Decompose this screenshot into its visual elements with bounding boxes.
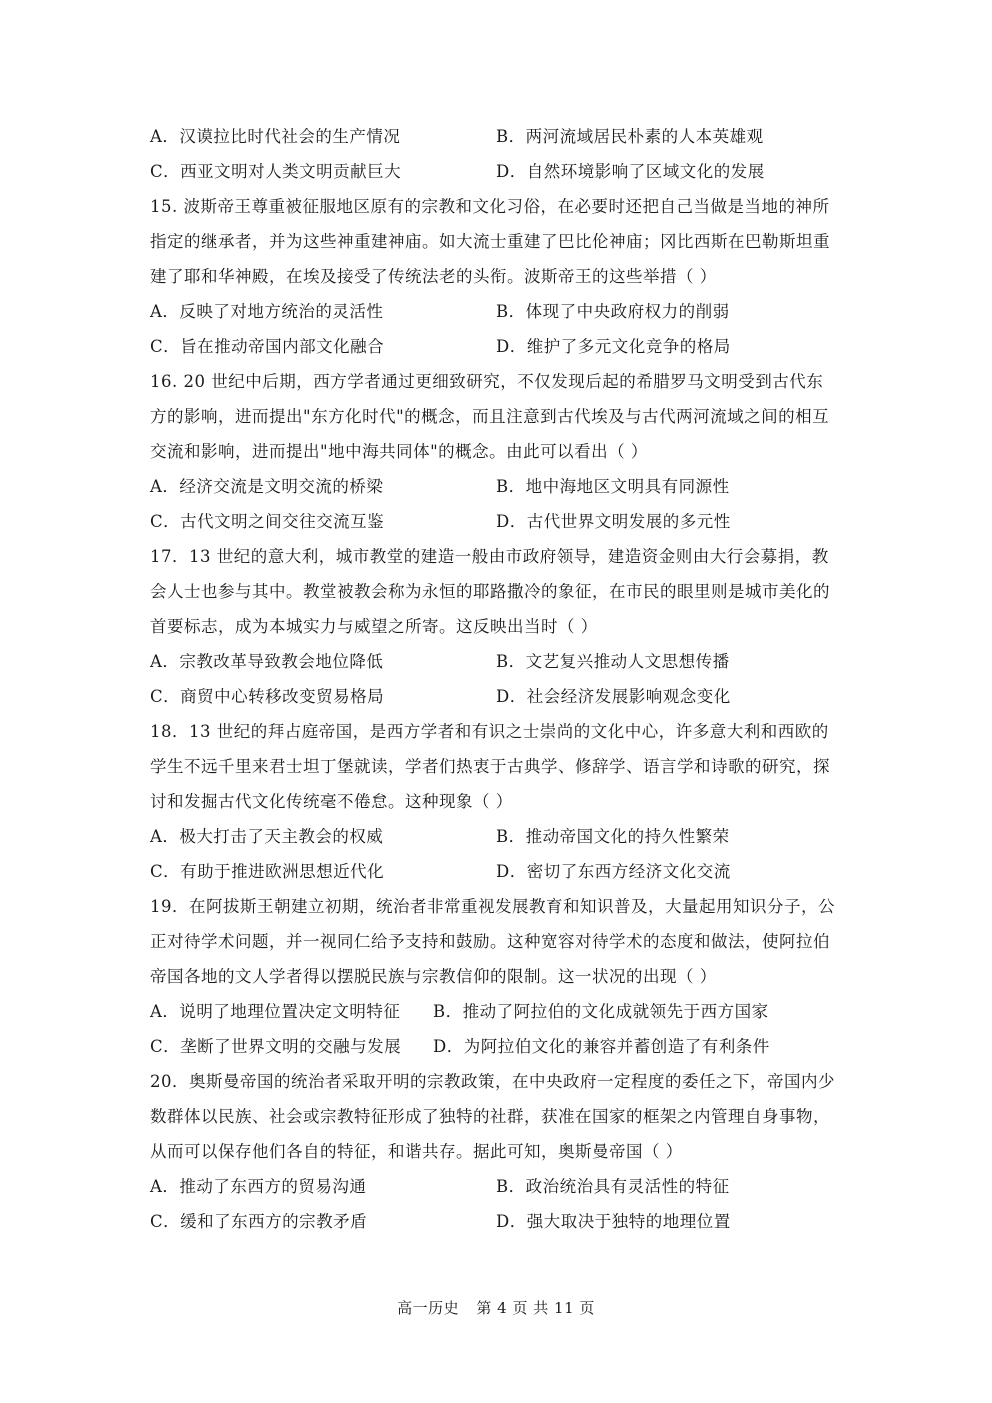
q18-stem-line-3: 讨和发掘古代文化传统毫不倦怠。这种现象（ ） (150, 792, 513, 811)
q18-option-c: C．有助于推进欧洲思想近代化 (150, 862, 385, 881)
footer-subject: 高一历史 (397, 1299, 460, 1317)
q14-option-b: B．两河流域居民朴素的人本英雄观 (496, 127, 764, 146)
q15-stem-line-2: 指定的继承者，并为这些神重建神庙。如大流士重建了巴比伦神庙；冈比西斯在巴勒斯坦重 (150, 232, 830, 251)
q16-option-d: D．古代世界文明发展的多元性 (496, 512, 731, 531)
q20-stem-line-1: 20．奥斯曼帝国的统治者采取开明的宗教政策，在中央政府一定程度的委任之下，帝国内少 (150, 1072, 835, 1091)
q20-option-c: C．缓和了东西方的宗教矛盾 (150, 1212, 368, 1231)
q19-stem-line-2: 正对待学术问题，并一视同仁给予支持和鼓励。这种宽容对待学术的态度和做法，使阿拉伯 (150, 932, 830, 951)
q16-option-c: C．古代文明之间交往交流互鉴 (150, 512, 385, 531)
page-footer (0, 1298, 992, 1318)
q17-option-b: B．文艺复兴推动人文思想传播 (496, 652, 730, 671)
q20-option-d: D．强大取决于独特的地理位置 (496, 1212, 731, 1231)
q16-stem-line-2: 方的影响，进而提出"东方化时代"的概念，而且注意到古代埃及与古代两河流域之间的相互 (150, 407, 830, 426)
q15-stem-line-1: 15. 波斯帝王尊重被征服地区原有的宗教和文化习俗，在必要时还把自己当做是当地的神所 (150, 197, 830, 216)
q19-stem-line-3: 帝国各地的文人学者得以摆脱民族与宗教信仰的限制。这一状况的出现（ ） (150, 967, 717, 986)
q20-stem-line-2: 数群体以民族、社会或宗教特征形成了独特的社群，获准在国家的框架之内管理自身事物， (150, 1107, 830, 1126)
q18-stem-line-1: 18．13 世纪的拜占庭帝国，是西方学者和有识之士崇尚的文化中心，许多意大利和西欧的 (150, 722, 829, 741)
q16-option-a: A．经济交流是文明交流的桥梁 (150, 477, 384, 496)
q16-stem-line-1: 16. 20 世纪中后期，西方学者通过更细致研究，不仅发现后起的希腊罗马文明受到古代东 (150, 372, 824, 391)
q19-stem-line-1: 19．在阿拔斯王朝建立初期，统治者非常重视发展教育和知识普及，大量起用知识分子，公 (150, 897, 835, 916)
q19-option-b: B．推动了阿拉伯的文化成就领先于西方国家 (433, 1002, 769, 1021)
q17-option-c: C．商贸中心转移改变贸易格局 (150, 687, 385, 706)
q18-option-b: B．推动帝国文化的持久性繁荣 (496, 827, 730, 846)
q19-option-a: A．说明了地理位置决定文明特征 (150, 1002, 401, 1021)
q15-option-a: A．反映了对地方统治的灵活性 (150, 302, 384, 321)
q20-option-b: B．政治统治具有灵活性的特征 (496, 1177, 730, 1196)
q15-stem-line-3: 建了耶和华神殿，在埃及接受了传统法老的头衔。波斯帝王的这些举措（ ） (150, 267, 717, 286)
footer-page-info: 第 4 页 共 11 页 (476, 1299, 595, 1317)
q15-option-b: B．体现了中央政府权力的削弱 (496, 302, 730, 321)
q14-option-c: C．西亚文明对人类文明贡献巨大 (150, 162, 402, 181)
q18-stem-line-2: 学生不远千里来君士坦丁堡就读，学者们热衷于古典学、修辞学、语言学和诗歌的研究，探 (150, 757, 830, 776)
q17-stem-line-1: 17．13 世纪的意大利，城市教堂的建造一般由市政府领导，建造资金则由大行会募捐，教 (150, 547, 829, 566)
q14-option-a: A．汉谟拉比时代社会的生产情况 (150, 127, 401, 146)
q20-option-a: A．推动了东西方的贸易沟通 (150, 1177, 367, 1196)
q18-option-a: A．极大打击了天主教会的权威 (150, 827, 384, 846)
q17-option-d: D．社会经济发展影响观念变化 (496, 687, 731, 706)
q15-option-d: D．维护了多元文化竞争的格局 (496, 337, 731, 356)
q20-stem-line-3: 从而可以保存他们各自的特征，和谐共存。据此可知，奥斯曼帝国（ ） (150, 1142, 683, 1161)
q15-option-c: C．旨在推动帝国内部文化融合 (150, 337, 385, 356)
q17-stem-line-2: 会人士也参与其中。教堂被教会称为永恒的耶路撒冷的象征，在市民的眼里则是城市美化的 (150, 582, 830, 601)
q16-option-b: B．地中海地区文明具有同源性 (496, 477, 730, 496)
q16-stem-line-3: 交流和影响，进而提出"地中海共同体"的概念。由此可以看出（ ） (150, 442, 648, 461)
q19-option-c: C．垄断了世界文明的交融与发展 (150, 1037, 402, 1056)
q18-option-d: D．密切了东西方经济文化交流 (496, 862, 731, 881)
q19-option-d: D．为阿拉伯文化的兼容并蓄创造了有利条件 (433, 1037, 770, 1056)
q14-option-d: D．自然环境影响了区域文化的发展 (496, 162, 765, 181)
q17-option-a: A．宗教改革导致教会地位降低 (150, 652, 384, 671)
q17-stem-line-3: 首要标志，成为本城实力与威望之所寄。这反映出当时（ ） (150, 617, 598, 636)
